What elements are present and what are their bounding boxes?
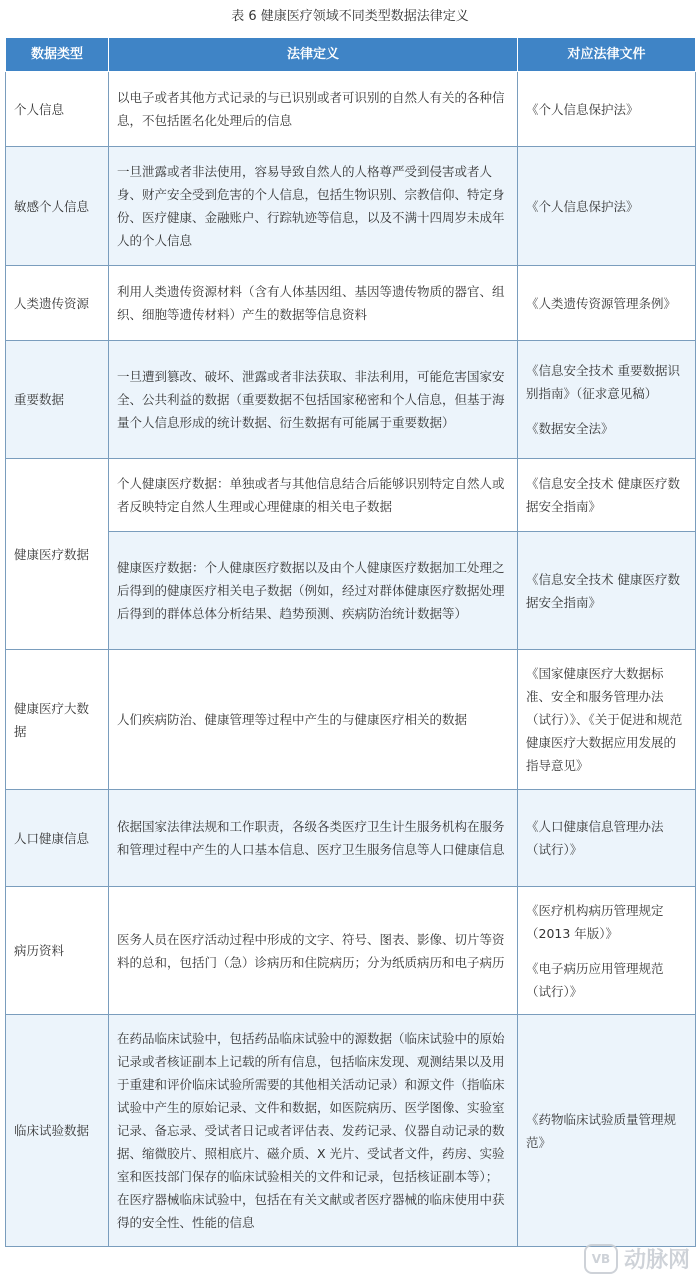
law-cell (518, 341, 696, 459)
law-cell (518, 72, 696, 147)
watermark (584, 1243, 690, 1274)
table-row (6, 790, 696, 887)
watermark-text: 动脉网 (623, 1248, 690, 1273)
definition-cell: 在药品临床试验中，包括药品临床试验中的源数据（临床试验中的原始记录或者核证副本上记载的所有信息，包括临床发现、观测结果以及用于重建和评价临床试验所需要的其他相关活动记录）和源文件（指临床试验中产生的原始记录、文件和数据，如医院病历、医学图像、实验室记录、备忘录、受试者日记或者评估表、发药记录、仪器自动记录的数据、缩微胶片、照相底片、磁介质、X 光片、受试者文件，药房、实验室和医技部门保存的临床试验相关的文件和记录，包括核证副本等）；在医疗器械临床试验中，包括在有关文献或者医疗器械的临床使用中获得的安全性、性能的信息 (109, 1015, 518, 1247)
law-reference: 《人口健康信息管理办法（试行）》 (526, 819, 664, 857)
table-row (6, 72, 696, 147)
law-cell (518, 532, 696, 650)
data-type-cell: 健康医疗大数据 (6, 650, 109, 790)
table-row (6, 650, 696, 790)
law-reference: 《个人信息保护法》 (526, 101, 639, 117)
data-type-cell: 健康医疗数据 (6, 459, 109, 650)
definition-cell: 依据国家法律法规和工作职责，各级各类医疗卫生计生服务机构在服务和管理过程中产生的人口基本信息、医疗卫生服务信息等人口健康信息 (109, 790, 518, 887)
law-cell (518, 790, 696, 887)
law-cell (518, 887, 696, 1015)
data-type-cell: 个人信息 (6, 72, 109, 147)
law-reference: 《医疗机构病历管理规定（2013 年版）》 (526, 902, 664, 941)
table-row (6, 1015, 696, 1247)
table-row (6, 147, 696, 266)
header-legal-definition: 法律定义 (109, 38, 518, 72)
law-cell (518, 650, 696, 790)
legal-definition-table (5, 37, 696, 1247)
table-row (6, 532, 696, 650)
definition-cell: 一旦泄露或者非法使用，容易导致自然人的人格尊严受到侵害或者人身、财产安全受到危害的个人信息，包括生物识别、宗教信仰、特定身份、医疗健康、金融账户、行踪轨迹等信息，以及不满十四周岁未成年人的个人信息 (109, 147, 518, 266)
data-type-cell: 临床试验数据 (6, 1015, 109, 1247)
law-cell (518, 459, 696, 532)
definition-cell: 人们疾病防治、健康管理等过程中产生的与健康医疗相关的数据 (109, 650, 518, 790)
watermark-logo: VB (584, 1244, 618, 1274)
table-header-row (6, 38, 696, 72)
law-reference: 《人类遗传资源管理条例》 (526, 295, 677, 311)
definition-cell: 一旦遭到篡改、破坏、泄露或者非法获取、非法利用，可能危害国家安全、公共利益的数据（重要数据不包括国家秘密和个人信息，但基于海量个人信息形成的统计数据、衍生数据有可能属于重要数据） (109, 341, 518, 459)
table-row (6, 887, 696, 1015)
table-row (6, 341, 696, 459)
table-row (6, 459, 696, 532)
data-type-cell: 人类遗传资源 (6, 266, 109, 341)
header-legal-document: 对应法律文件 (518, 38, 696, 72)
definition-cell: 以电子或者其他方式记录的与已识别或者可识别的自然人有关的各种信息，不包括匿名化处理后的信息 (109, 72, 518, 147)
data-type-cell: 敏感个人信息 (6, 147, 109, 266)
definition-cell: 利用人类遗传资源材料（含有人体基因组、基因等遗传物质的器官、组织、细胞等遗传材料）产生的数据等信息资料 (109, 266, 518, 341)
data-type-cell: 人口健康信息 (6, 790, 109, 887)
table-row (6, 266, 696, 341)
header-data-type: 数据类型 (6, 38, 109, 72)
definition-cell: 医务人员在医疗活动过程中形成的文字、符号、图表、影像、切片等资料的总和，包括门（急）诊病历和住院病历；分为纸质病历和电子病历 (109, 887, 518, 1015)
law-reference: 《个人信息保护法》 (526, 198, 639, 214)
law-reference: 《信息安全技术 重要数据识别指南》（征求意见稿） (526, 363, 680, 401)
definition-cell: 健康医疗数据：个人健康医疗数据以及由个人健康医疗数据加工处理之后得到的健康医疗相关电子数据（例如，经过对群体健康医疗数据处理后得到的群体总体分析结果、趋势预测、疾病防治统计数据等） (109, 532, 518, 650)
law-reference: 《电子病历应用管理规范（试行）》 (526, 960, 664, 999)
law-cell (518, 1015, 696, 1247)
table-caption: 表 6 健康医疗领域不同类型数据法律定义 (231, 9, 469, 24)
data-type-cell: 病历资料 (6, 887, 109, 1015)
law-reference: 《数据安全法》 (526, 421, 614, 436)
law-cell (518, 147, 696, 266)
law-reference: 《国家健康医疗大数据标准、安全和服务管理办法（试行）》、《关于促进和规范健康医疗大数据应用发展的指导意见》 (526, 666, 683, 773)
law-reference: 《药物临床试验质量管理规范》 (526, 1111, 677, 1150)
law-reference: 《信息安全技术 健康医疗数据安全指南》 (526, 571, 680, 610)
definition-cell: 个人健康医疗数据：单独或者与其他信息结合后能够识别特定自然人或者反映特定自然人生理或心理健康的相关电子数据 (109, 459, 518, 532)
law-reference: 《信息安全技术 健康医疗数据安全指南》 (526, 476, 680, 514)
law-cell (518, 266, 696, 341)
data-type-cell: 重要数据 (6, 341, 109, 459)
